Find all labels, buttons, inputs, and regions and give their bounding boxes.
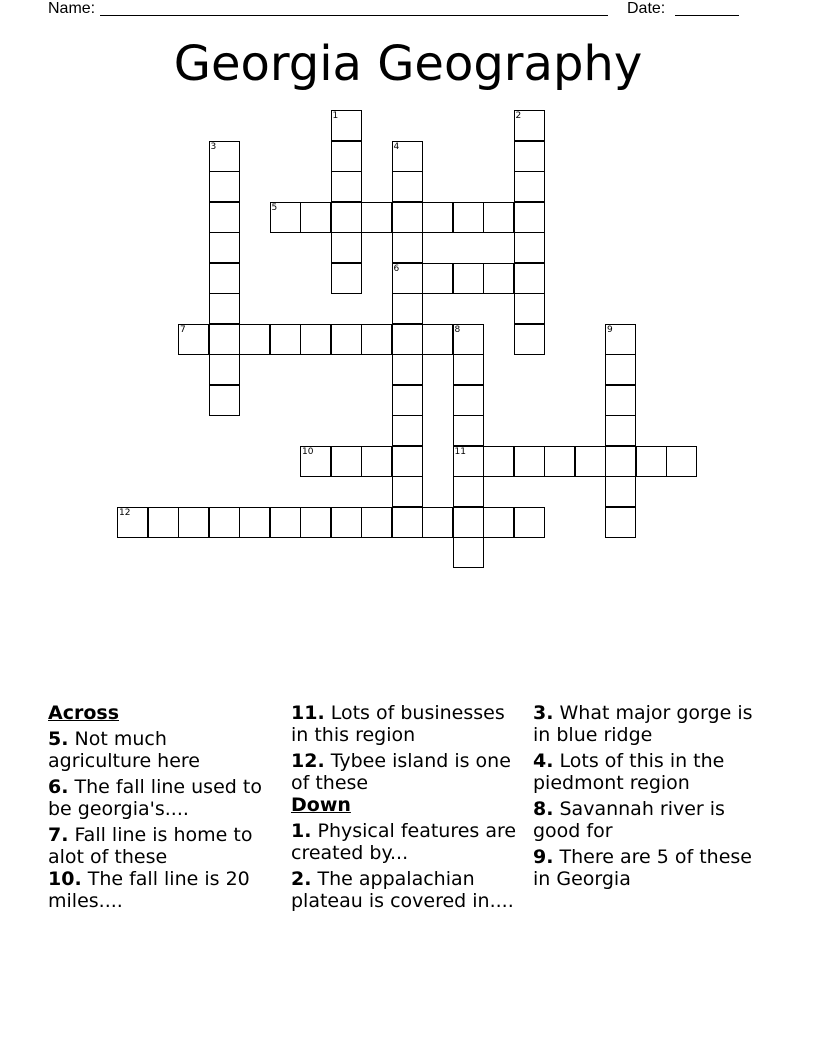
grid-cell[interactable] — [392, 476, 423, 507]
grid-cell[interactable] — [331, 507, 362, 538]
grid-cell[interactable] — [514, 324, 545, 355]
grid-cell[interactable] — [453, 476, 484, 507]
grid-cell[interactable] — [483, 507, 514, 538]
grid-cell[interactable] — [483, 446, 514, 477]
grid-cell[interactable] — [453, 415, 484, 446]
grid-cell[interactable] — [392, 507, 423, 538]
across-clue-7: 7. Fall line is home to alot of these — [48, 824, 253, 868]
across-clue-6: 6. The fall line used to be georgia's.... — [48, 776, 262, 820]
clue-number-8: 8 — [454, 324, 461, 335]
grid-cell[interactable] — [331, 446, 362, 477]
down-clue-1: 1. Physical features are created by... — [291, 820, 517, 864]
grid-cell[interactable] — [331, 141, 362, 172]
clue-number-3: 3 — [210, 141, 217, 152]
grid-cell[interactable] — [392, 232, 423, 263]
grid-cell[interactable] — [361, 507, 392, 538]
grid-cell[interactable] — [392, 171, 423, 202]
grid-cell[interactable] — [392, 446, 423, 477]
clue-column-3 — [533, 702, 761, 894]
down-clue-8: 8. Savannah river is good for — [533, 798, 725, 842]
clue-number-1: 1 — [332, 111, 339, 121]
grid-cell[interactable] — [453, 507, 484, 538]
grid-cell[interactable] — [239, 507, 270, 538]
grid-cell[interactable] — [514, 263, 545, 294]
grid-cell[interactable] — [209, 293, 240, 324]
grid-cell[interactable] — [422, 202, 453, 233]
down-clue-4: 4. Lots of this in the piedmont region — [533, 750, 725, 794]
grid-cell[interactable] — [453, 202, 484, 233]
grid-cell[interactable] — [422, 263, 453, 294]
clue-number-11: 11 — [454, 446, 466, 457]
grid-cell[interactable] — [209, 385, 240, 416]
grid-cell[interactable] — [605, 507, 636, 538]
name-label: Name: — [48, 0, 96, 17]
grid-cell[interactable] — [209, 354, 240, 385]
grid-cell[interactable] — [483, 263, 514, 294]
grid-cell[interactable] — [270, 324, 301, 355]
down-clue-2: 2. The appalachian plateau is covered in.... — [291, 868, 514, 912]
grid-cell[interactable] — [666, 446, 697, 477]
grid-cell[interactable] — [270, 507, 301, 538]
clue-number-10: 10 — [302, 446, 314, 457]
grid-cell[interactable] — [361, 324, 392, 355]
grid-cell[interactable] — [544, 446, 575, 477]
grid-cell[interactable] — [453, 385, 484, 416]
grid-cell[interactable] — [300, 202, 331, 233]
clue-number-9: 9 — [607, 324, 613, 335]
grid-cell[interactable] — [514, 202, 545, 233]
puzzle-title: Georgia Geography — [173, 36, 643, 92]
clue-column-1 — [48, 702, 276, 916]
grid-cell[interactable] — [209, 232, 240, 263]
clue-number-7: 7 — [180, 324, 186, 335]
grid-cell[interactable] — [392, 293, 423, 324]
across-clue-12: 12. Tybee island is one of these — [291, 750, 511, 794]
down-heading: Down — [291, 794, 351, 816]
grid-cell[interactable] — [422, 324, 453, 355]
grid-cell[interactable] — [605, 415, 636, 446]
grid-cell[interactable] — [392, 385, 423, 416]
clue-column-2 — [291, 702, 519, 916]
grid-cell[interactable] — [331, 324, 362, 355]
grid-cell[interactable] — [209, 324, 240, 355]
across-clue-5: 5. Not much agriculture here — [48, 728, 200, 772]
grid-cell[interactable] — [331, 263, 362, 294]
grid-cell[interactable] — [209, 507, 240, 538]
grid-cell[interactable] — [392, 415, 423, 446]
grid-cell[interactable] — [605, 354, 636, 385]
grid-cell[interactable] — [392, 202, 423, 233]
grid-cell[interactable] — [514, 141, 545, 172]
grid-cell[interactable] — [605, 446, 636, 477]
clue-number-2: 2 — [515, 111, 522, 121]
down-clue-9: 9. There are 5 of these in Georgia — [533, 846, 752, 890]
grid-cell[interactable] — [331, 232, 362, 263]
grid-cell[interactable] — [300, 507, 331, 538]
grid-cell[interactable] — [178, 507, 209, 538]
grid-cell[interactable] — [453, 263, 484, 294]
grid-cell[interactable] — [300, 324, 331, 355]
grid-cell[interactable] — [453, 354, 484, 385]
down-clue-3: 3. What major gorge is in blue ridge — [533, 702, 753, 746]
grid-cell[interactable] — [514, 232, 545, 263]
grid-cell[interactable] — [636, 446, 667, 477]
grid-cell[interactable] — [422, 507, 453, 538]
grid-cell[interactable] — [361, 446, 392, 477]
grid-cell[interactable] — [514, 293, 545, 324]
grid-cell[interactable] — [361, 202, 392, 233]
grid-cell[interactable] — [331, 202, 362, 233]
grid-cell[interactable] — [392, 354, 423, 385]
grid-cell[interactable] — [514, 507, 545, 538]
grid-cell[interactable] — [239, 324, 270, 355]
across-heading: Across — [48, 702, 120, 724]
clue-number-4: 4 — [393, 141, 400, 152]
grid-cell[interactable] — [575, 446, 606, 477]
grid-cell[interactable] — [514, 446, 545, 477]
grid-cell[interactable] — [148, 507, 179, 538]
clue-number-6: 6 — [393, 263, 400, 274]
grid-cell[interactable] — [331, 171, 362, 202]
grid-cell[interactable] — [209, 263, 240, 294]
grid-cell[interactable] — [483, 202, 514, 233]
grid-cell[interactable] — [392, 324, 423, 355]
grid-cell[interactable] — [514, 171, 545, 202]
across-clue-10: 10. The fall line is 20 miles.... — [48, 868, 250, 912]
grid-cell[interactable] — [209, 171, 240, 202]
date-label: Date: — [627, 0, 666, 17]
grid-cell[interactable] — [605, 476, 636, 507]
across-clue-11: 11. Lots of businesses in this region — [291, 702, 505, 746]
grid-cell[interactable] — [605, 385, 636, 416]
grid-cell[interactable] — [453, 537, 484, 568]
grid-cell[interactable] — [209, 202, 240, 233]
clue-number-12: 12 — [119, 507, 131, 518]
clue-number-5: 5 — [271, 202, 278, 213]
